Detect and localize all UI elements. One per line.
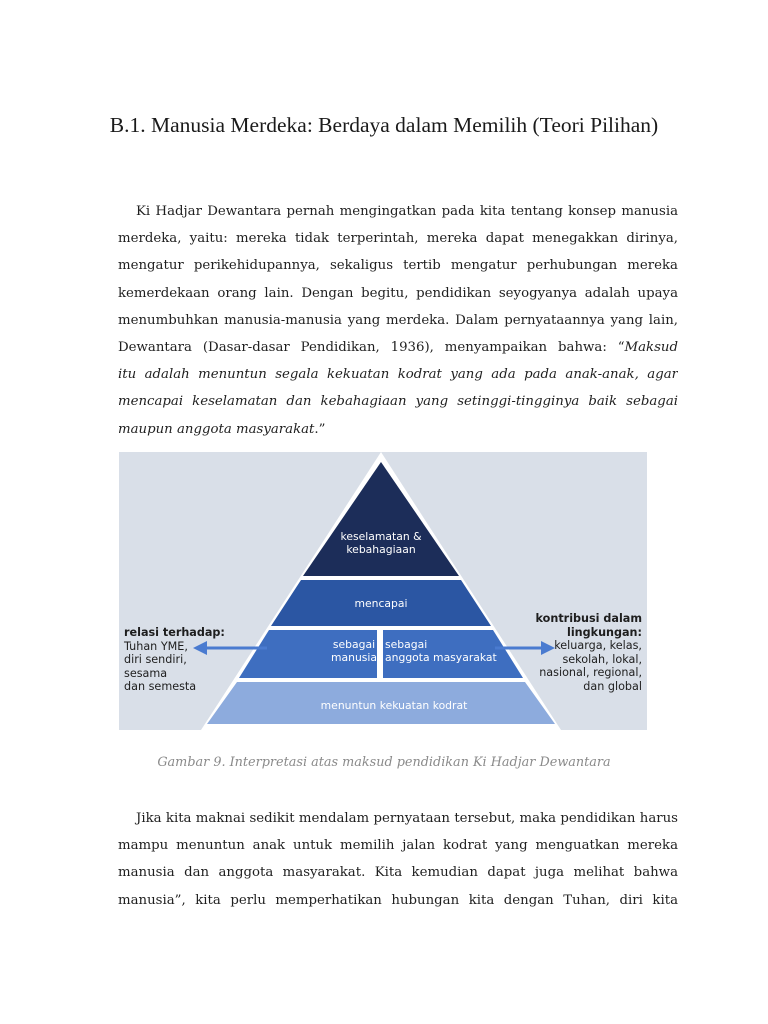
quote-line: itu adalah menuntun segala kekuatan kodrat yang ada pada anak-anak, agar [118, 367, 678, 383]
paragraph-text: Dewantara (Dasar-dasar Pendidikan, 1936), menyampaikan bahwa: “ [118, 339, 625, 355]
page-title: B.1. Manusia Merdeka: Berdaya dalam Memilih (Teori Pilihan) [109, 113, 659, 137]
right-item: keluarga, kelas, [554, 639, 642, 653]
paragraph-line [118, 416, 678, 443]
tier-3-left-label [319, 638, 389, 664]
quote-text: Maksud [624, 339, 678, 355]
tier-3-left-line: manusia [330, 651, 378, 664]
paragraph-line: mengatur perikehidupannya, sekaligus tertib mengatur perhubungan mereka [118, 258, 678, 274]
quote-text: maupun anggota masyarakat [118, 421, 315, 437]
tier-2-label: mencapai [354, 597, 408, 610]
tier-3-right-line: sebagai [385, 638, 428, 651]
paragraph-line: kemerdekaan orang lain. Dengan begitu, pendidikan seyogyanya adalah upaya [118, 285, 678, 301]
right-item: dan global [583, 679, 642, 693]
paragraph-line: merdeka, yaitu: mereka tidak terperintah, mereka dapat menegakkan dirinya, [118, 231, 678, 247]
left-item: Tuhan YME, [124, 639, 188, 653]
paragraph-line: menumbuhkan manusia-manusia yang merdeka. Dalam pernyataannya yang lain, [118, 312, 678, 328]
tier-top-line: kebahagiaan [346, 543, 416, 556]
tier-top-line: keselamatan & [340, 530, 422, 543]
right-item: sekolah, lokal, [562, 652, 642, 666]
pyramid-tier-top [303, 462, 459, 576]
tier-top-label [319, 530, 443, 556]
left-item: sesama [124, 666, 168, 680]
paragraph-line [118, 334, 678, 361]
right-heading: kontribusi dalam [535, 612, 642, 625]
paragraph-2 [118, 805, 678, 914]
tier-3-right-line: anggota masyarakat [385, 651, 497, 664]
paragraph-line: Jika kita maknai sedikit mendalam pernyataan tersebut, maka pendidikan harus [136, 811, 678, 826]
left-heading: relasi terhadap: [124, 626, 225, 639]
left-annotation [124, 626, 244, 694]
paragraph-text: .” [314, 421, 326, 437]
paragraph-1 [118, 198, 678, 443]
tier-3-right-label [385, 638, 501, 664]
paragraph-line: Ki Hadjar Dewantara pernah mengingatkan pada kita tentang konsep manusia [136, 204, 678, 219]
paragraph-line: mampu menuntun anak untuk memilih jalan kodrat yang menguatkan mereka [118, 838, 678, 854]
tier-3-left-line: sebagai [332, 638, 376, 651]
quote-line: mencapai keselamatan dan kebahagiaan yang setinggi-tingginya baik sebagai [118, 394, 678, 410]
tier-bottom-label: menuntun kekuatan kodrat [320, 699, 468, 712]
right-annotation [512, 612, 642, 694]
paragraph-line: manusia”, kita perlu memperhatikan hubungan kita dengan Tuhan, diri kita [118, 892, 678, 908]
right-item: nasional, regional, [539, 666, 642, 680]
pyramid-figure [119, 452, 647, 730]
left-item: diri sendiri, [124, 653, 187, 667]
right-heading: lingkungan: [566, 625, 642, 639]
figure-caption: Gambar 9. Interpretasi atas maksud pendidikan Ki Hadjar Dewantara [157, 755, 611, 770]
paragraph-line: manusia dan anggota masyarakat. Kita kemudian dapat juga melihat bahwa [118, 865, 678, 881]
left-item: dan semesta [124, 680, 197, 694]
